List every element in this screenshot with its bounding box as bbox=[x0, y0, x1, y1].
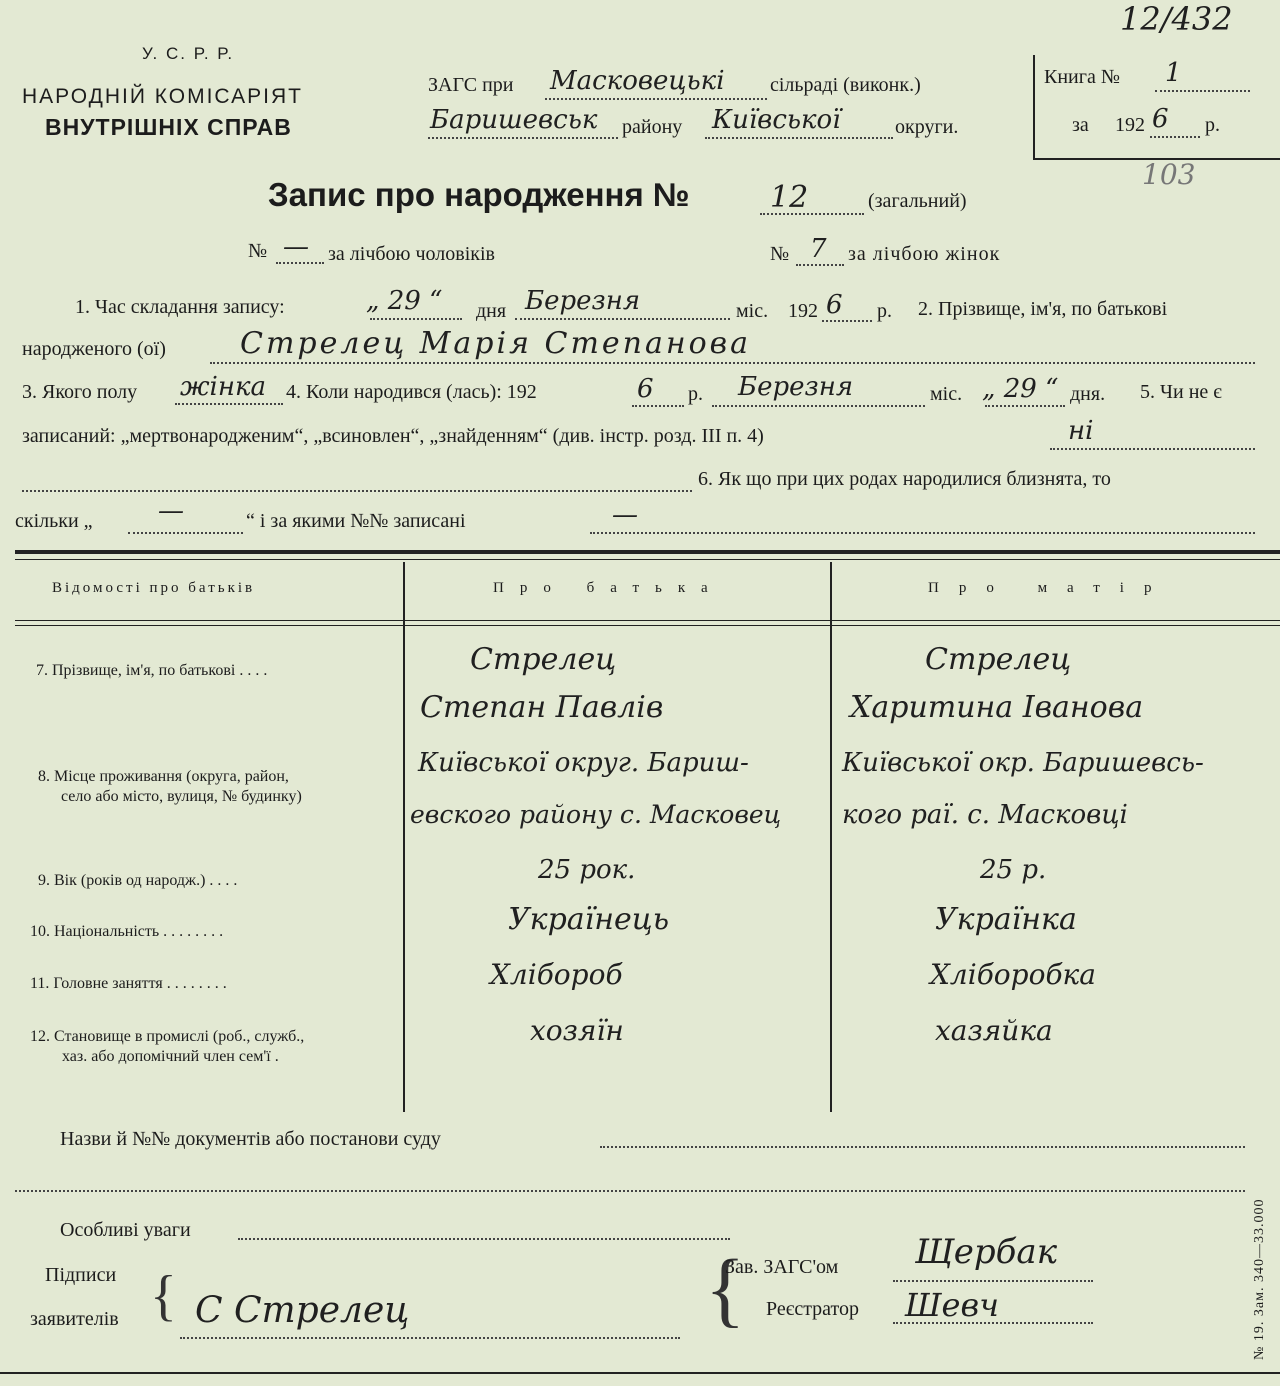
f6-blank-line bbox=[22, 490, 692, 492]
f4-day-label: дня. bbox=[1070, 383, 1106, 405]
documents-line-2 bbox=[15, 1190, 1245, 1192]
f1-month-line bbox=[515, 318, 730, 320]
f5-value: ні bbox=[1068, 416, 1094, 446]
f6-value1-line bbox=[128, 532, 243, 534]
notes-label: Особливі уваги bbox=[60, 1219, 191, 1241]
signatures-label-1: Підписи bbox=[45, 1264, 117, 1286]
row-label-residence-2: село або місто, вулиця, № будинку) bbox=[61, 788, 302, 805]
signatures-label-2: заявителів bbox=[30, 1308, 119, 1330]
book-year-digit: 6 bbox=[1152, 104, 1169, 134]
father-occupation: Хлібороб bbox=[490, 958, 623, 991]
mother-residence-1: Київської окр. Баришевсь- bbox=[842, 748, 1204, 778]
f1-day: „ 29 “ bbox=[366, 286, 443, 316]
registrar-signature-line bbox=[893, 1322, 1093, 1324]
okrug-line bbox=[705, 137, 893, 139]
f2-value: Стрелец Марія Степанова bbox=[240, 326, 752, 361]
f1-day-line bbox=[370, 318, 462, 320]
table-top-rule-thin bbox=[15, 559, 1280, 560]
notes-line bbox=[238, 1238, 730, 1240]
table-col-divider-1 bbox=[403, 562, 405, 1112]
okrug-label: округи. bbox=[895, 116, 959, 138]
father-residence-1: Київської округ. Бариш- bbox=[418, 748, 749, 778]
mother-name: Харитина Іванова bbox=[850, 690, 1144, 725]
f6-label2a: скільки „ bbox=[15, 510, 93, 532]
book-label: Книга № bbox=[1044, 66, 1120, 88]
book-box-left bbox=[1033, 55, 1035, 160]
f2-label2: народженого (ої) bbox=[22, 338, 166, 360]
father-position: хозяїн bbox=[530, 1014, 624, 1047]
district-value: Баришевськ bbox=[430, 105, 598, 135]
table-header-info: Відомості про батьків bbox=[52, 580, 256, 596]
printer-mark: № 19. Зам. 340—33.000 bbox=[1252, 1198, 1267, 1360]
mother-occupation: Хліборобка bbox=[930, 958, 1096, 991]
f1-year-line bbox=[822, 320, 872, 322]
signatures-brace: { bbox=[150, 1265, 177, 1327]
registrar-label: Реєстратор bbox=[766, 1298, 860, 1320]
row-label-nationality: 10. Національність . . . . . . . . bbox=[30, 923, 224, 940]
record-number: 12 bbox=[770, 180, 809, 215]
f1-month-label: міс. bbox=[736, 300, 769, 322]
mother-age: 25 р. bbox=[980, 855, 1047, 885]
father-nationality: Українець bbox=[508, 902, 670, 937]
documents-line bbox=[600, 1146, 1245, 1148]
applicant-signature-line bbox=[180, 1337, 680, 1339]
table-header-rule2 bbox=[15, 625, 1280, 626]
zags-suffix: сільраді (виконк.) bbox=[770, 74, 921, 96]
f4-year-line bbox=[632, 405, 684, 407]
f6-label2b: “ і за якими №№ записані bbox=[246, 510, 466, 532]
row-label-residence: 8. Місце проживання (округа, район, bbox=[38, 768, 289, 785]
father-name: Степан Павлів bbox=[420, 690, 664, 725]
head-signature-line bbox=[893, 1280, 1093, 1282]
table-header-father: Про батька bbox=[493, 580, 724, 596]
row-label-occupation: 11. Головне заняття . . . . . . . . bbox=[30, 975, 227, 992]
book-year-label: за bbox=[1072, 114, 1089, 136]
f6-value1: — bbox=[158, 496, 184, 526]
f5-label: 5. Чи не є bbox=[1140, 381, 1222, 403]
okrug-value: Київської bbox=[712, 105, 841, 135]
f4-month-line bbox=[712, 405, 925, 407]
book-year-prefix: 192 bbox=[1115, 114, 1145, 136]
zags-village-value: Масковецькі bbox=[550, 66, 725, 96]
female-count: 7 bbox=[810, 234, 827, 264]
f6-label: 6. Як що при цих родах народилися близнята, то bbox=[698, 468, 1111, 490]
f1-month: Березня bbox=[525, 286, 641, 316]
record-title-suffix: (загальний) bbox=[868, 190, 967, 212]
f2-label: 2. Прізвище, ім'я, по батькові bbox=[918, 298, 1168, 320]
republic-label: У. С. Р. Р. bbox=[142, 44, 235, 63]
f1-year-digit: 6 bbox=[826, 290, 843, 320]
documents-label: Назви й №№ документів або постанови суду bbox=[60, 1128, 441, 1150]
f6-value2-line bbox=[590, 532, 1255, 534]
zags-village-line bbox=[545, 98, 767, 100]
f4-label: 4. Коли народився (лась): 192 bbox=[286, 381, 537, 403]
mother-residence-2: кого раї. с. Масковці bbox=[842, 800, 1128, 830]
table-top-rule-thick bbox=[15, 550, 1280, 554]
f5-line bbox=[1050, 448, 1255, 450]
archive-page: 103 bbox=[1142, 158, 1196, 191]
district-label: району bbox=[622, 116, 683, 138]
f3-value: жінка bbox=[180, 372, 267, 402]
f4-day: „ 29 “ bbox=[982, 374, 1059, 404]
f4-month-label: міс. bbox=[930, 383, 963, 405]
male-label: за лічбою чоловіків bbox=[328, 243, 495, 265]
father-residence-2: евского району с. Масковец bbox=[410, 800, 782, 829]
mother-surname: Стрелец bbox=[925, 642, 1072, 677]
male-count: — bbox=[283, 232, 309, 262]
male-prefix: № bbox=[248, 240, 268, 262]
table-header-rule bbox=[15, 620, 1280, 621]
applicant-signature: С Стрелец bbox=[195, 1290, 410, 1331]
f1-day-label: дня bbox=[476, 300, 507, 322]
female-label: за лічбою жінок bbox=[848, 243, 1001, 265]
record-title: Запис про народження № bbox=[268, 176, 690, 213]
f3-line bbox=[175, 403, 283, 405]
ministry-line2: ВНУТРІШНІХ СПРАВ bbox=[45, 114, 292, 140]
table-col-divider-2 bbox=[830, 562, 832, 1112]
f1-label: 1. Час складання запису: bbox=[75, 296, 285, 318]
f3-label: 3. Якого полу bbox=[22, 381, 138, 403]
district-line bbox=[428, 137, 618, 139]
record-number-line bbox=[760, 213, 864, 215]
f2-line bbox=[210, 362, 1255, 364]
head-signature: Щербак bbox=[915, 1232, 1058, 1272]
f5-label2: записаний: „мертвонародженим“, „всиновлен“, „знайденням“ (див. інстр. розд. III п. 4) bbox=[22, 425, 764, 447]
table-header-mother: Про матір bbox=[928, 580, 1172, 596]
mother-position: хазяйка bbox=[935, 1014, 1053, 1047]
male-count-line bbox=[276, 262, 324, 264]
f4-day-line bbox=[985, 405, 1065, 407]
ministry-line1: НАРОДНІЙ КОМІСАРІЯТ bbox=[22, 85, 303, 108]
f4-year-digit: 6 bbox=[637, 374, 654, 404]
book-number-line bbox=[1155, 90, 1250, 92]
row-label-position-2: хаз. або допомічний член сем'ї . bbox=[62, 1048, 279, 1065]
father-age: 25 рок. bbox=[538, 855, 636, 885]
female-prefix: № bbox=[770, 243, 790, 265]
f1-year-prefix: 192 bbox=[788, 300, 818, 322]
row-label-name: 7. Прізвище, ім'я, по батькові . . . . bbox=[36, 662, 268, 679]
registrar-signature: Шевч bbox=[905, 1286, 999, 1324]
mother-nationality: Українка bbox=[935, 902, 1077, 937]
f4-month: Березня bbox=[738, 372, 854, 402]
f6-value2: — bbox=[612, 500, 638, 530]
f4-year-suffix: р. bbox=[688, 383, 703, 405]
zags-prefix: ЗАГС при bbox=[428, 74, 514, 96]
archive-number: 12/432 bbox=[1120, 0, 1233, 38]
father-surname: Стрелец bbox=[470, 642, 617, 677]
head-label: Зав. ЗАГС'ом bbox=[725, 1256, 839, 1278]
officials-brace: { bbox=[705, 1243, 746, 1336]
book-year-line bbox=[1150, 136, 1200, 138]
row-label-position: 12. Становище в промислі (роб., служб., bbox=[30, 1028, 305, 1045]
book-number: 1 bbox=[1165, 58, 1182, 88]
f1-year-suffix: р. bbox=[877, 300, 892, 322]
female-count-line bbox=[796, 264, 844, 266]
book-year-suffix: р. bbox=[1205, 114, 1220, 136]
row-label-age: 9. Вік (років од народж.) . . . . bbox=[38, 872, 238, 889]
bottom-edge-rule bbox=[0, 1372, 1280, 1374]
